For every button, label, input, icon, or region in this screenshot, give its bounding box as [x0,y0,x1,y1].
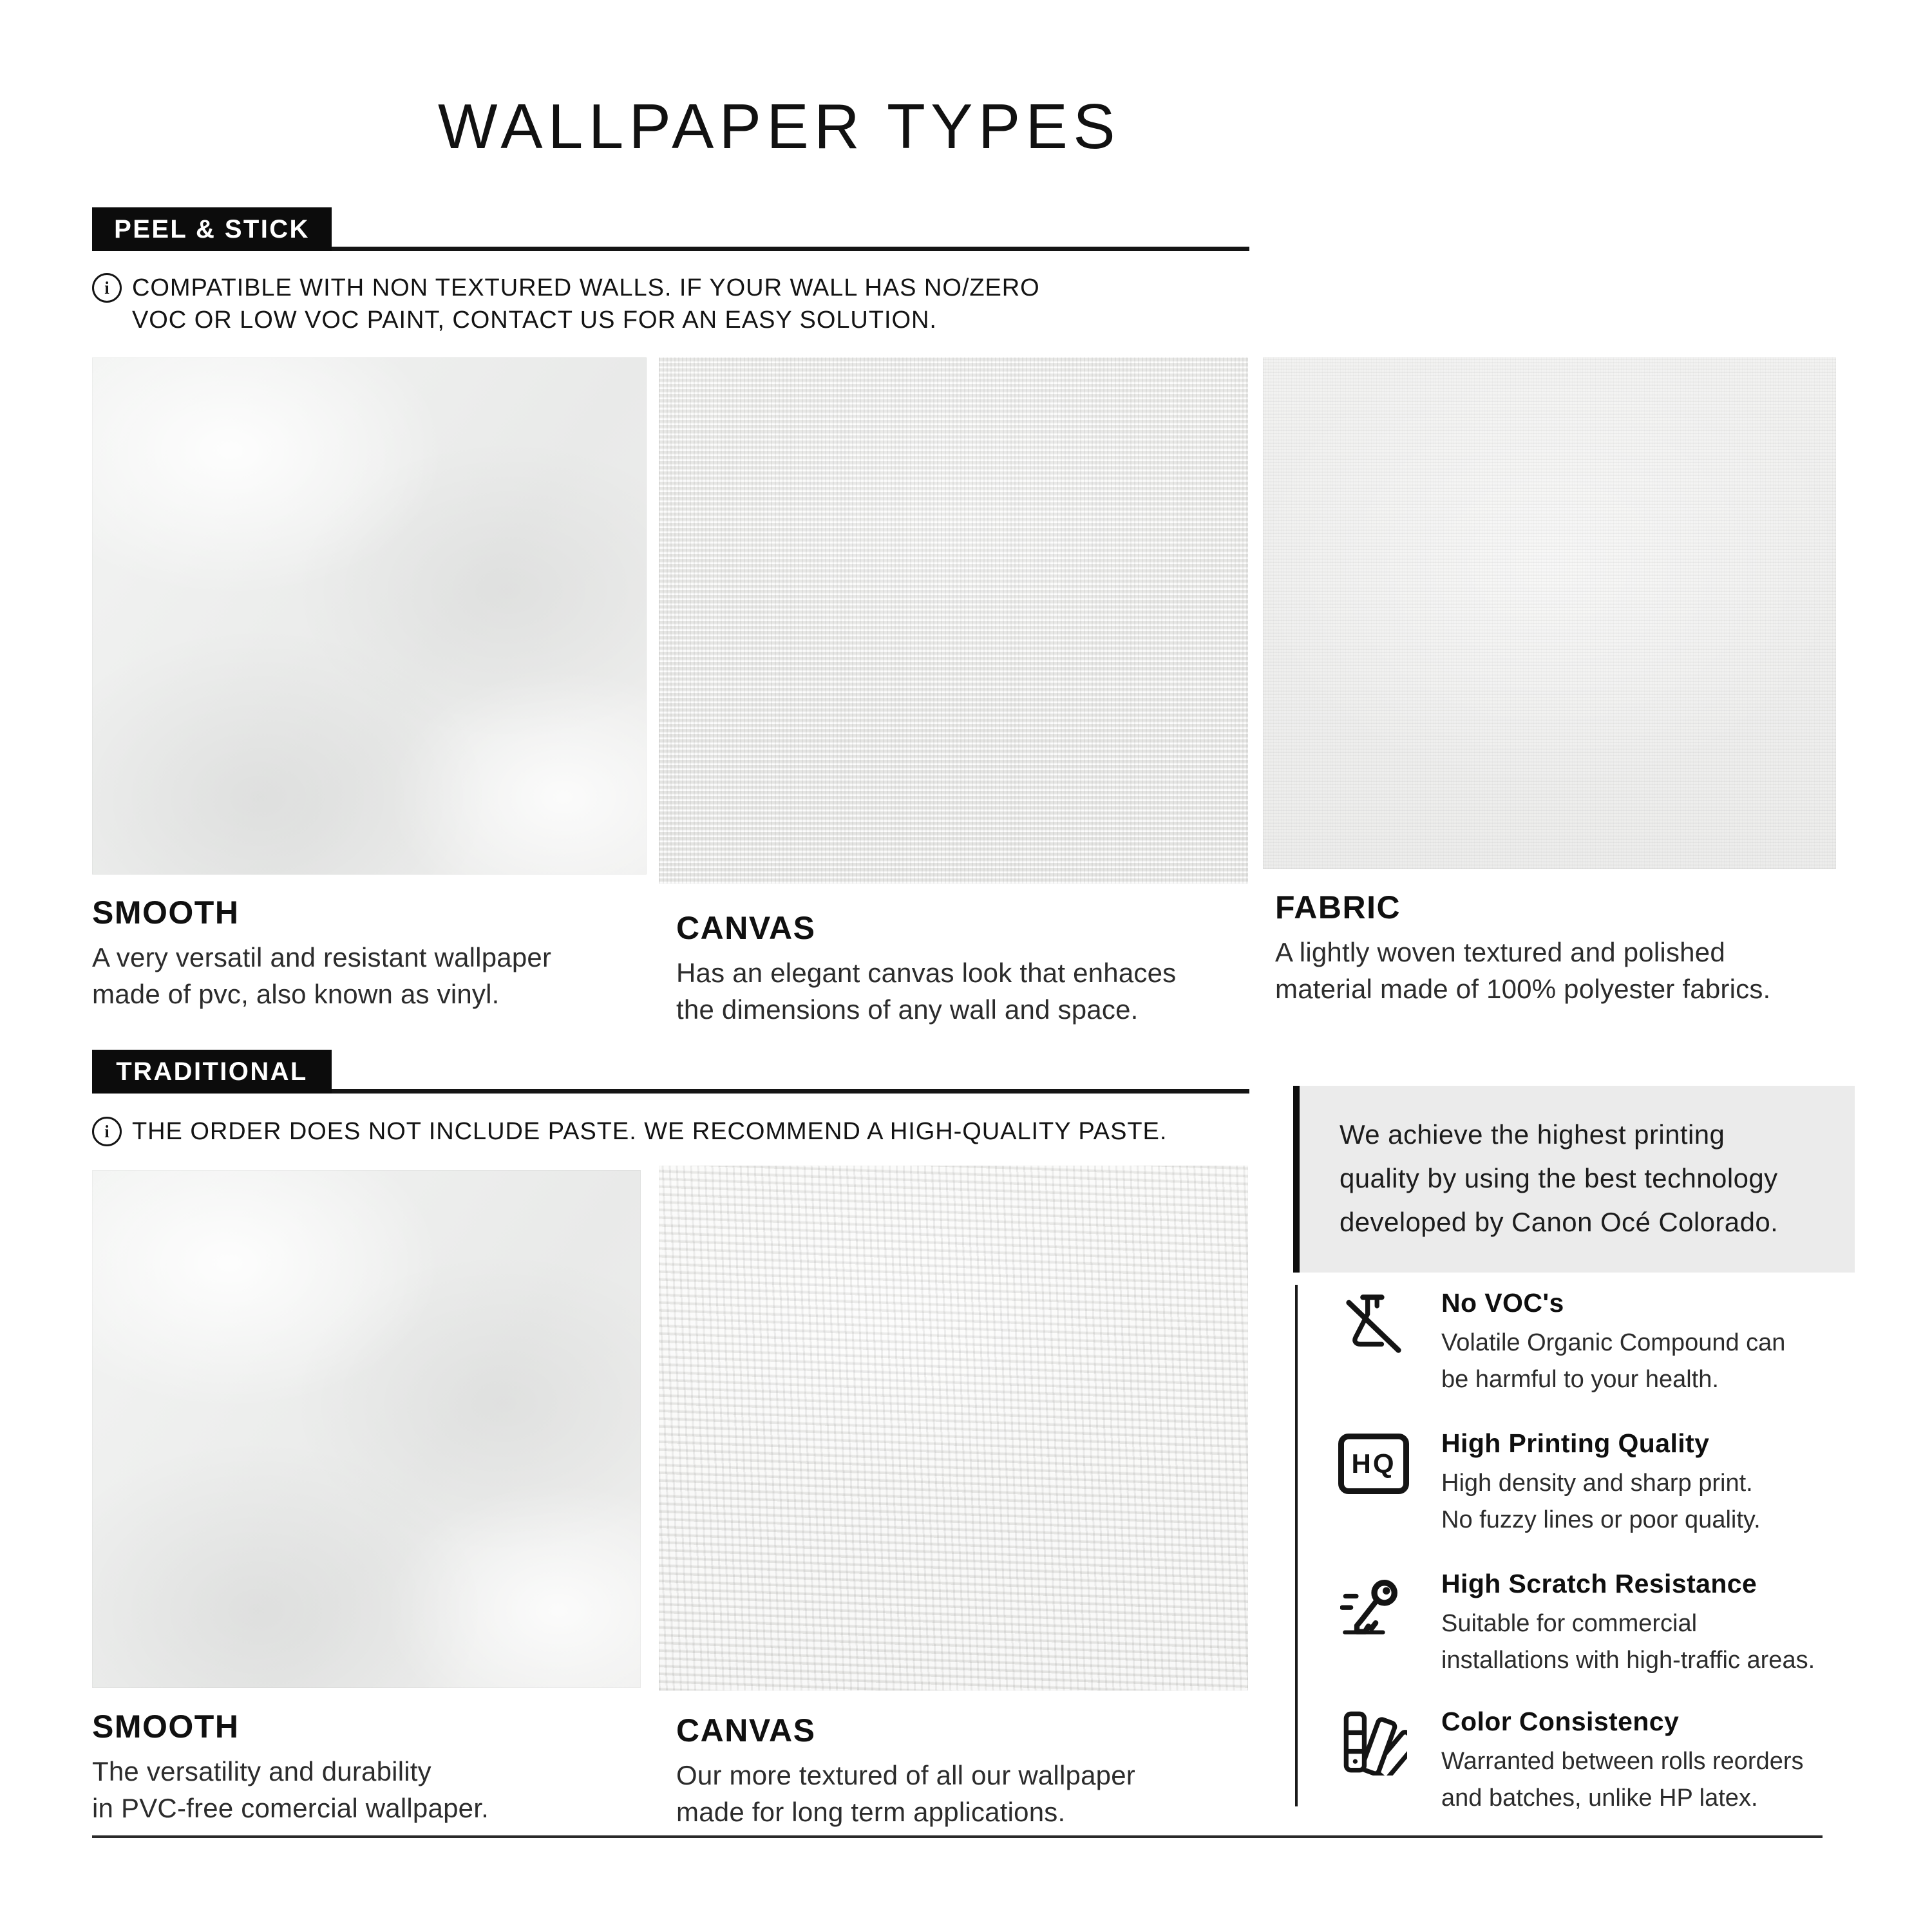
info-icon: i [92,1117,122,1146]
fabric-desc-line2: material made of 100% polyester fabrics. [1275,974,1771,1005]
feature-body [1441,1465,1761,1539]
canvas-type-desc [676,954,1176,1028]
canvas-desc-line2: the dimensions of any wall and space. [676,994,1139,1025]
feature-color-text [1441,1707,1804,1817]
feature-no-voc-text [1441,1288,1785,1398]
key-scratch-icon [1338,1569,1409,1640]
no-voc-flask-icon [1338,1288,1409,1359]
feature-color-consistency [1338,1707,1804,1817]
smooth-traditional-desc-line2: in PVC-free comercial wallpaper. [92,1793,489,1824]
peel-stick-note [92,272,1040,336]
fabric-desc-line1: A lightly woven textured and polished [1275,937,1725,967]
smooth-traditional-type-name: SMOOTH [92,1709,240,1745]
printing-quality-quote-box [1300,1086,1855,1273]
canvas-traditional-desc-line2: made for long term applications. [676,1797,1066,1828]
color-swatches-icon [1338,1707,1409,1777]
canvas-desc-line1: Has an elegant canvas look that enhaces [676,958,1177,988]
feature-title: Color Consistency [1441,1707,1680,1736]
feature-body [1441,1605,1815,1679]
feature-body-line1: High density and sharp print. [1441,1470,1753,1497]
quote-left-bar [1293,1086,1300,1273]
feature-body-line2: be harmful to your health. [1441,1366,1719,1393]
quote-line1: We achieve the highest printing [1340,1119,1725,1150]
canvas-traditional-type-desc [676,1757,1135,1830]
quote-line3: developed by Canon Océ Colorado. [1340,1207,1779,1238]
peel-stick-note-line1: COMPATIBLE WITH NON TEXTURED WALLS. IF YOUR WALL HAS NO/ZERO [132,274,1040,301]
fabric-type-desc [1275,934,1770,1007]
smooth-desc-line2: made of pvc, also known as vinyl. [92,979,500,1010]
feature-body-line2: No fuzzy lines or poor quality. [1441,1506,1761,1533]
traditional-note [92,1115,1167,1148]
feature-body-line2: and batches, unlike HP latex. [1441,1785,1758,1812]
smooth-traditional-type-desc [92,1753,489,1826]
feature-body-line1: Volatile Organic Compound can [1441,1329,1786,1356]
smooth-type-desc [92,939,551,1012]
feature-body-line1: Suitable for commercial [1441,1610,1698,1637]
peel-stick-note-text [132,272,1040,336]
smooth-type-name: SMOOTH [92,895,240,931]
info-icon: i [92,273,122,303]
hq-badge-icon [1338,1428,1409,1499]
feature-scratch-text [1441,1569,1815,1679]
fabric-texture-swatch [1263,357,1836,869]
features-divider-line [1295,1285,1298,1806]
page-title: WALLPAPER TYPES [438,91,1121,162]
smooth-traditional-texture-swatch [92,1170,641,1688]
feature-title: No VOC's [1441,1288,1564,1318]
canvas-traditional-type-name: CANVAS [676,1712,816,1748]
canvas-texture-swatch [659,357,1248,884]
feature-body-line2: installations with high-traffic areas. [1441,1647,1815,1674]
quote-line2: quality by using the best technology [1340,1163,1778,1194]
canvas-traditional-desc-line1: Our more textured of all our wallpaper [676,1760,1135,1790]
feature-no-voc [1338,1288,1785,1398]
hq-label: HQ [1351,1448,1396,1479]
feature-title: High Printing Quality [1441,1428,1710,1458]
feature-title: High Scratch Resistance [1441,1569,1757,1598]
canvas-traditional-texture-swatch [659,1166,1248,1690]
fabric-type-name: FABRIC [1275,889,1401,925]
peel-stick-section-badge: PEEL & STICK [92,207,332,251]
traditional-section-badge: TRADITIONAL [92,1050,332,1094]
peel-stick-note-line2: VOC OR LOW VOC PAINT, CONTACT US FOR AN EASY SOLUTION. [132,307,937,334]
smooth-desc-line1: A very versatil and resistant wallpaper [92,942,552,972]
smooth-texture-swatch [92,357,647,875]
quote-text [1300,1086,1855,1244]
feature-high-scratch-resistance [1338,1569,1815,1679]
traditional-note-text: THE ORDER DOES NOT INCLUDE PASTE. WE RECOMMEND A HIGH-QUALITY PASTE. [132,1118,1168,1145]
feature-body-line1: Warranted between rolls reorders [1441,1748,1804,1775]
page-bottom-rule [92,1835,1823,1838]
canvas-type-name: CANVAS [676,910,816,946]
smooth-traditional-desc-line1: The versatility and durability [92,1756,431,1786]
feature-body [1441,1743,1804,1817]
feature-hq-text [1441,1428,1761,1539]
feature-high-printing-quality [1338,1428,1761,1539]
feature-body [1441,1325,1785,1398]
